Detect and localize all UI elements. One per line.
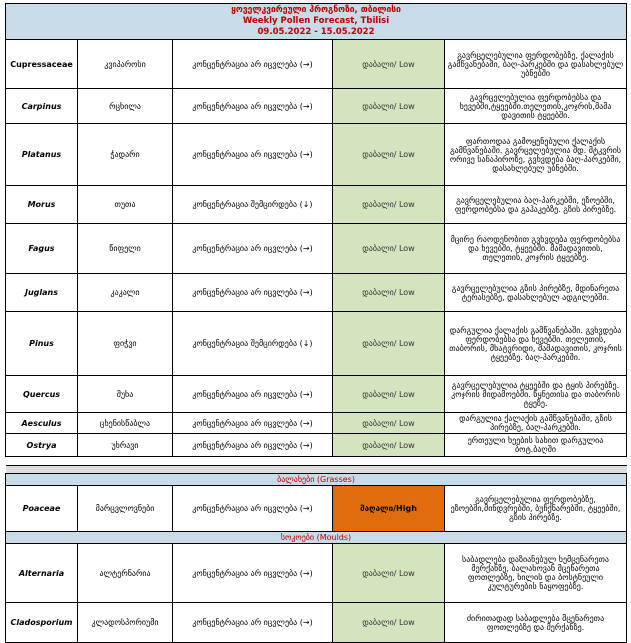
pollen-forecast-sheet bbox=[5, 3, 626, 643]
forecast-header bbox=[6, 4, 627, 40]
latin-name: Cupressaceae bbox=[6, 40, 78, 89]
trend-text: კონცენტრაცია არ იცვლება (→) bbox=[173, 486, 333, 532]
trend-text: კონცენტრაცია არ იცვლება (→) bbox=[173, 274, 333, 312]
table-row bbox=[6, 486, 627, 532]
distribution-note: მცირე რაოდენობით გვხვდება ფერდობებსა და ხევებში, ტყეებში. მამადავითის, თელეთის, კოჯრის ტყეებზე. bbox=[445, 224, 627, 274]
latin-name: Platanus bbox=[6, 124, 78, 186]
latin-name: Carpinus bbox=[6, 89, 78, 124]
trend-text: კონცენტრაცია შემცირდება (↓) bbox=[173, 186, 333, 224]
local-name: ჭადარი bbox=[78, 124, 173, 186]
level-badge: დაბალი/ Low bbox=[333, 413, 445, 434]
level-badge: დაბალი/ Low bbox=[333, 312, 445, 376]
distribution-note: გავრცელებულია ბაღ-პარკებში, ეზოებში, ფერდობებსა და გაჰაკებზე. გზის პირებზე. bbox=[445, 186, 627, 224]
latin-name: Fagus bbox=[6, 224, 78, 274]
trend-text: კონცენტრაცია არ იცვლება (→) bbox=[173, 224, 333, 274]
local-name: ცხენისწაბლა bbox=[78, 413, 173, 434]
local-name: კლადოსპორიუმი bbox=[78, 603, 173, 643]
table-row bbox=[6, 413, 627, 434]
table-row bbox=[6, 434, 627, 457]
level-badge: დაბალი/ Low bbox=[333, 544, 445, 603]
level-badge: დაბალი/ Low bbox=[333, 376, 445, 413]
distribution-note: საბადლება დაზიანებულ ხემცენარეთა მერქანზე, ბალახოვან მცენარეთა ფოთლებზე, ხილის და ბოსტნეული კულტურების ნაყოფებზე. bbox=[445, 544, 627, 603]
latin-name: Ostrya bbox=[6, 434, 78, 457]
level-badge: დაბალი/ Low bbox=[333, 89, 445, 124]
trend-text: კონცენტრაცია არ იცვლება (→) bbox=[173, 124, 333, 186]
level-badge: დაბალი/ Low bbox=[333, 434, 445, 457]
table-row bbox=[6, 603, 627, 643]
latin-name: Aesculus bbox=[6, 413, 78, 434]
trend-text: კონცენტრაცია არ იცვლება (→) bbox=[173, 89, 333, 124]
grasses-section-header: ბალახები (Grasses) bbox=[6, 474, 627, 486]
table-row bbox=[6, 224, 627, 274]
latin-name: Poaceae bbox=[6, 486, 78, 532]
table-row bbox=[6, 544, 627, 603]
local-name: წიფელი bbox=[78, 224, 173, 274]
level-badge: მაღალი/High bbox=[333, 486, 445, 532]
local-name: რცხილა bbox=[78, 89, 173, 124]
title-english: Weekly Pollen Forecast, Tbilisi bbox=[242, 16, 390, 26]
trend-text: კონცენტრაცია არ იცვლება (→) bbox=[173, 544, 333, 603]
date-range: 09.05.2022 - 15.05.2022 bbox=[257, 27, 375, 37]
table-row bbox=[6, 376, 627, 413]
table-row bbox=[6, 40, 627, 89]
distribution-note: გავრცელებულია ფერდობებზე, ეზოებში,მინდვრებში, ბუჩქნარებში, ტყეებში, გზის პირებზე. bbox=[445, 486, 627, 532]
title-georgian: ყოველკვირეული პროგნოზი, თბილისი bbox=[231, 5, 401, 15]
distribution-note: გავრცელებულია ფერდობებზე, ქალაქის გამწვანებაში, ბაღ-პარკებში და დასახლებულ უბნებში bbox=[445, 40, 627, 89]
latin-name: Alternaria bbox=[6, 544, 78, 603]
distribution-note: დარგულია ქალაქის გამწვანებაში. გვხვდება ფერდობებსა და ხევებში. თელეთის, თაბორის, მხატვრიდი, მამადავითის, კოჯრის ტყეებზე. ბაღ-პარკებში. bbox=[445, 312, 627, 376]
local-name: კაკალი bbox=[78, 274, 173, 312]
level-badge: დაბალი/ Low bbox=[333, 186, 445, 224]
local-name: კვიპაროსი bbox=[78, 40, 173, 89]
distribution-note: გავრცელებულია ტყეებში და ტყის პირებზე. კოჯრის მიდამოებში. წყნეთისა და თაბორის ტყეზე. bbox=[445, 376, 627, 413]
trend-text: კონცენტრაცია არ იცვლება (→) bbox=[173, 603, 333, 643]
latin-name: Cladosporium bbox=[6, 603, 78, 643]
distribution-note: ძირითადად საბადლება მცენარეთა ფოთლებზე და მერქანზე. bbox=[445, 603, 627, 643]
local-name: თუთა bbox=[78, 186, 173, 224]
trend-text: კონცენტრაცია არ იცვლება (→) bbox=[173, 413, 333, 434]
distribution-note: დარგულია ქალაქის გამწვანებაში, გზის პირებზე, ბაღ-პარკებში. bbox=[445, 413, 627, 434]
table-row bbox=[6, 186, 627, 224]
local-name: ფიჭვი bbox=[78, 312, 173, 376]
latin-name: Morus bbox=[6, 186, 78, 224]
level-badge: დაბალი/ Low bbox=[333, 603, 445, 643]
level-badge: დაბალი/ Low bbox=[333, 40, 445, 89]
table-row bbox=[6, 89, 627, 124]
level-badge: დაბალი/ Low bbox=[333, 124, 445, 186]
local-name: ალტერნარია bbox=[78, 544, 173, 603]
distribution-note: გავრცელებულია ფერდობებსა და ხევებში,ტყეებში.თელეთის,კოჯრის,მამა დავითის ტყეებში. bbox=[445, 89, 627, 124]
latin-name: Juglans bbox=[6, 274, 78, 312]
level-badge: დაბალი/ Low bbox=[333, 274, 445, 312]
level-badge: დაბალი/ Low bbox=[333, 224, 445, 274]
latin-name: Quercus bbox=[6, 376, 78, 413]
table-row bbox=[6, 124, 627, 186]
trend-text: კონცენტრაცია არ იცვლება (→) bbox=[173, 40, 333, 89]
forecast-table bbox=[5, 3, 627, 643]
distribution-note: ერთეული ხეების სახით დარგულია ბოტ.ბაღში bbox=[445, 434, 627, 457]
distribution-note: გავრცელებულია გზის პირებზე, მდინარეთა ტერასებზე, დასახლებულ ადგილებში. bbox=[445, 274, 627, 312]
moulds-group bbox=[6, 544, 627, 643]
local-name: მუხა bbox=[78, 376, 173, 413]
table-row bbox=[6, 312, 627, 376]
trees-group bbox=[6, 40, 627, 457]
local-name: უხრავი bbox=[78, 434, 173, 457]
grasses-group bbox=[6, 486, 627, 532]
distribution-note: ფართოდაა გამოყენებული ქალაქის გამწვანებაში. გავრცელებულია მდ. მტკვრის ორივე სანაპიროზე, გვხვდება ბაღ-პარკებში, დასახლებულ უბნებში. bbox=[445, 124, 627, 186]
local-name: მარცვლოვნები bbox=[78, 486, 173, 532]
table-row bbox=[6, 274, 627, 312]
moulds-section-header: სოკოები (Moulds) bbox=[6, 532, 627, 544]
trend-text: კონცენტრაცია არ იცვლება (→) bbox=[173, 434, 333, 457]
trend-text: კონცენტრაცია არ იცვლება (→) bbox=[173, 376, 333, 413]
latin-name: Pinus bbox=[6, 312, 78, 376]
trend-text: კონცენტრაცია შემცირდება (↓) bbox=[173, 312, 333, 376]
